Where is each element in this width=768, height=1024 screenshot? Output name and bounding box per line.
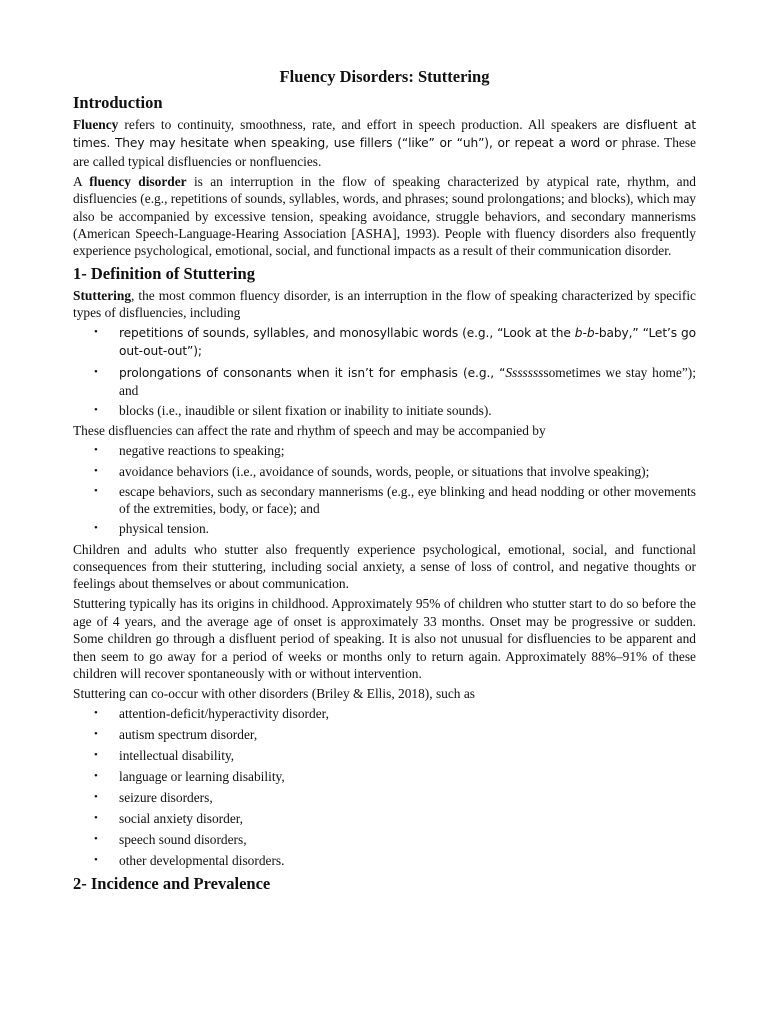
list-item: • attention-deficit/hyperactivity disorder, <box>119 705 696 722</box>
fluency-disorder-term: fluency disorder <box>89 173 187 189</box>
fluency-term: Fluency <box>73 117 119 132</box>
fluency-disorder-paragraph: A fluency disorder is an interruption in the flow of speaking characterized by atypical rate, rhythm, and disfluencies (e.g., repetitions of sounds, syllables, words, and phrases; sound prolongations; and blocks), which may also be accompanied by excessive tension, speaking avoidance, struggle behaviors, and secondary mannerisms (American Speech-Language-Hearing Association [ASHA], 1993). People with fluency disorders also frequently experience psychological, emotional, social, and functional impacts as a result of their communication disorder. <box>73 173 696 259</box>
list-item: • other developmental disorders. <box>119 852 696 869</box>
onset-paragraph: Stuttering typically has its origins in childhood. Approximately 95% of children who stutter start to do so before the age of 4 years, and the average age of onset is approximately 33 months. Onset may be progressive or sudden. Some children go through a disfluent period of speaking. It is also not unusual for disfluencies to be apparent and then seem to go away for a period of weeks or months only to return again. Approximately 88%–91% of these children will recover spontaneously with or without intervention. <box>73 596 696 681</box>
list-item: • avoidance behaviors (i.e., avoidance of sounds, words, people, or situations that involve speaking); <box>119 463 696 480</box>
accompanying-behaviors-list <box>73 442 696 537</box>
introduction-heading: Introduction <box>73 93 163 112</box>
fluency-definition-paragraph: Fluency refers to continuity, smoothness, rate, and effort in speech production. All speakers are disfluent at times. They may hesitate when speaking, use fillers (“like” or “uh”), or repeat a word or phrase. These are called typical disfluencies or nonfluencies. <box>73 117 697 169</box>
list-item: • blocks (i.e., inaudible or silent fixation or inability to initiate sounds). <box>119 402 696 419</box>
stuttering-term: Stuttering <box>73 287 132 303</box>
list-item: • speech sound disorders, <box>119 831 696 848</box>
document-title: Fluency Disorders: Stuttering <box>279 67 490 86</box>
list-item: • prolongations of consonants when it isn’t for emphasis (e.g., “Ssssssssometimes we stay home”); and <box>119 364 696 400</box>
list-item: • seizure disorders, <box>119 789 696 806</box>
list-item: • intellectual disability, <box>119 747 696 764</box>
co-occurring-disorders-list <box>73 705 696 869</box>
disfluency-types-list <box>73 324 696 420</box>
section-1-heading: 1- Definition of Stuttering <box>73 263 255 283</box>
stuttering-definition-paragraph: Stuttering, the most common fluency disorder, is an interruption in the flow of speaking characterized by specific types of disfluencies, including <box>73 287 696 321</box>
list-item: • physical tension. <box>119 520 696 537</box>
list-item: • autism spectrum disorder, <box>119 726 696 743</box>
consequences-paragraph: Children and adults who stutter also frequently experience psychological, emotional, social, and functional consequences from their stuttering, including social anxiety, a sense of loss of control, and negative thoughts or feelings about themselves or about communication. <box>73 541 696 592</box>
section-2-heading: 2- Incidence and Prevalence <box>73 873 271 893</box>
list-item: • repetitions of sounds, syllables, and monosyllabic words (e.g., “Look at the b-b-baby,” “Let’s go out-out-out”); <box>119 324 696 361</box>
accompanied-by-paragraph: These disfluencies can affect the rate and rhythm of speech and may be accompanied by <box>73 423 546 439</box>
list-item: • social anxiety disorder, <box>119 810 696 827</box>
list-item: • language or learning disability, <box>119 768 696 785</box>
list-item: • escape behaviors, such as secondary mannerisms (e.g., eye blinking and head nodding or other movements of the extremities, body, or face); and <box>119 483 696 518</box>
co-occurrence-paragraph: Stuttering can co-occur with other disorders (Briley & Ellis, 2018), such as <box>73 685 476 701</box>
list-item: • negative reactions to speaking; <box>119 442 696 459</box>
